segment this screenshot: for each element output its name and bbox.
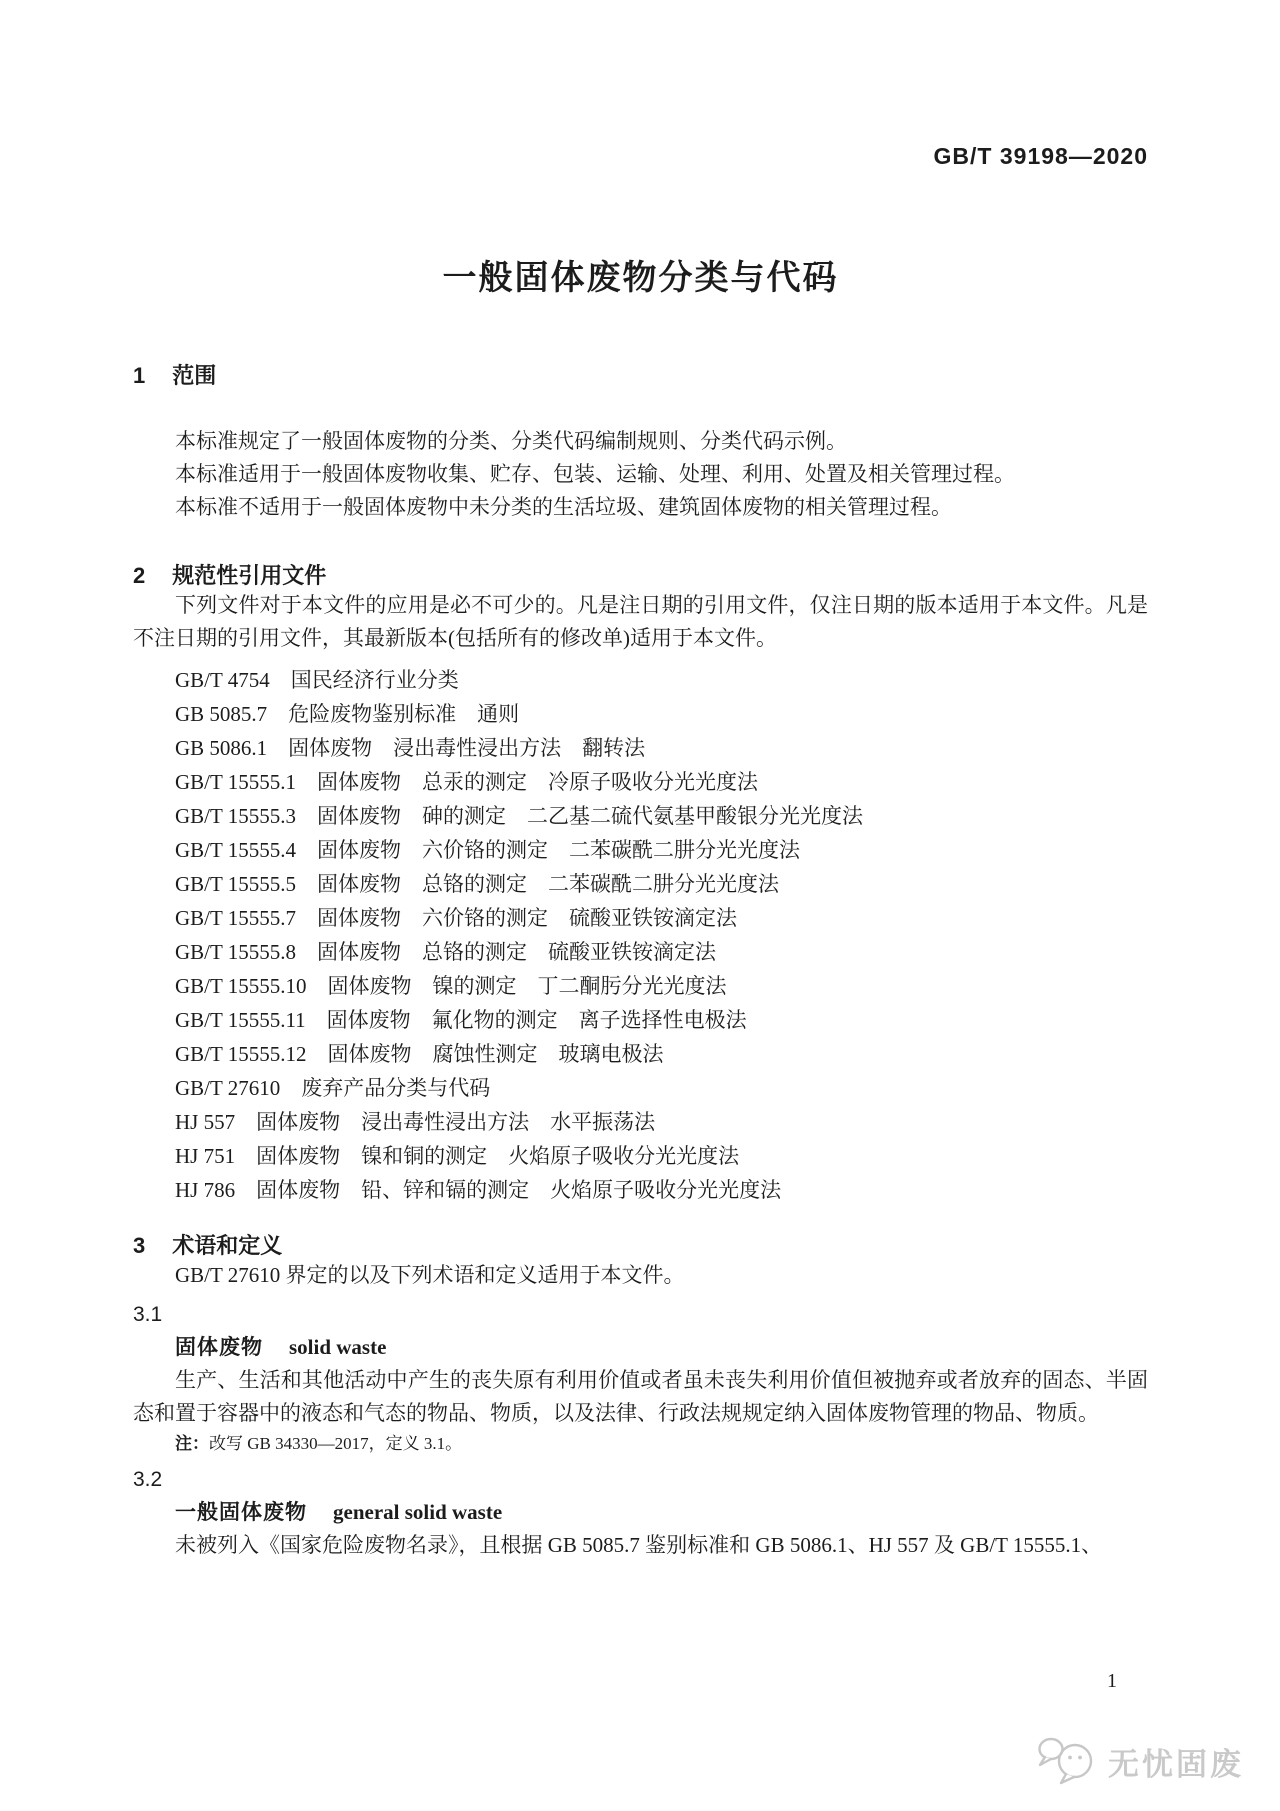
reference-item: GB/T 15555.5 固体废物 总铬的测定 二苯碳酰二肼分光光度法 <box>175 872 779 896</box>
reference-item: GB 5086.1 固体废物 浸出毒性浸出方法 翻转法 <box>175 736 646 760</box>
note-text: 改写 GB 34330—2017，定义 3.1。 <box>209 1434 463 1453</box>
paragraph: 本标准适用于一般固体废物收集、贮存、包装、运输、处理、利用、处置及相关管理过程。 <box>175 462 1015 486</box>
section-3-number: 3 <box>133 1233 146 1258</box>
section-3-intro: GB/T 27610 界定的以及下列术语和定义适用于本文件。 <box>175 1263 685 1287</box>
reference-item: GB 5085.7 危险废物鉴别标准 通则 <box>175 702 520 726</box>
normative-reference-list <box>133 663 1148 1207</box>
note-label: 注： <box>175 1434 209 1453</box>
term-3-1-definition: 生产、生活和其他活动中产生的丧失原有利用价值或者虽未丧失利用价值但被抛弃或者放弃的固态、半固态和置于容器中的液态和气态的物品、物质，以及法律、行政法规规定纳入固体废物管理的物品、物质。 <box>133 1368 1148 1425</box>
reference-item: GB/T 15555.3 固体废物 砷的测定 二乙基二硫代氨基甲酸银分光光度法 <box>175 804 863 828</box>
term-3-2-definition: 未被列入《国家危险废物名录》，且根据 GB 5085.7 鉴别标准和 GB 5086.1、HJ 557 及 GB/T 15555.1、 <box>175 1533 1103 1557</box>
reference-item: GB/T 15555.12 固体废物 腐蚀性测定 玻璃电极法 <box>175 1042 664 1066</box>
reference-item: GB/T 4754 国民经济行业分类 <box>175 668 459 692</box>
section-2-intro: 下列文件对于本文件的应用是必不可少的。凡是注日期的引用文件，仅注日期的版本适用于本文件。凡是不注日期的引用文件，其最新版本(包括所有的修改单)适用于本文件。 <box>133 593 1148 650</box>
section-1-title: 范围 <box>172 363 217 388</box>
wechat-icon <box>1036 1736 1100 1786</box>
reference-item: GB/T 15555.4 固体废物 六价铬的测定 二苯碳酰二肼分光光度法 <box>175 838 800 862</box>
reference-item: GB/T 15555.10 固体废物 镍的测定 丁二酮肟分光光度法 <box>175 974 727 998</box>
reference-item: HJ 786 固体废物 铅、锌和镉的测定 火焰原子吸收分光光度法 <box>175 1178 782 1202</box>
term-3-1-note <box>133 1433 1148 1455</box>
section-1-heading <box>133 362 1148 389</box>
reference-item: GB/T 15555.11 固体废物 氟化物的测定 离子选择性电极法 <box>175 1008 747 1032</box>
standard-code: GB/T 39198—2020 <box>933 143 1148 169</box>
document-title: 一般固体废物分类与代码 <box>442 259 839 297</box>
section-2-title: 规范性引用文件 <box>172 563 327 588</box>
reference-item: GB/T 15555.7 固体废物 六价铬的测定 硫酸亚铁铵滴定法 <box>175 906 737 930</box>
reference-item: GB/T 15555.1 固体废物 总汞的测定 冷原子吸收分光光度法 <box>175 770 758 794</box>
watermark <box>1036 1736 1244 1786</box>
term-3-1-id: 3.1 <box>133 1303 163 1326</box>
term-en: general solid waste <box>333 1500 503 1524</box>
term-3-1-title <box>133 1331 1148 1364</box>
watermark-text: 无忧固废 <box>1108 1746 1244 1782</box>
paragraph: 本标准规定了一般固体废物的分类、分类代码编制规则、分类代码示例。 <box>175 429 847 453</box>
reference-item: HJ 557 固体废物 浸出毒性浸出方法 水平振荡法 <box>175 1110 656 1134</box>
term-3-2-title <box>133 1496 1148 1529</box>
page-number: 1 <box>1107 1670 1117 1692</box>
reference-item: HJ 751 固体废物 镍和铜的测定 火焰原子吸收分光光度法 <box>175 1144 740 1168</box>
section-2-number: 2 <box>133 563 146 588</box>
section-1-number: 1 <box>133 363 146 388</box>
section-1-body <box>133 425 1148 524</box>
section-3-heading <box>133 1232 1148 1259</box>
term-zh: 固体废物 <box>175 1336 263 1359</box>
section-2-heading <box>133 562 1148 589</box>
term-en: solid waste <box>289 1335 387 1359</box>
reference-item: GB/T 27610 废弃产品分类与代码 <box>175 1076 491 1100</box>
term-3-2-id: 3.2 <box>133 1468 163 1491</box>
section-3-title: 术语和定义 <box>172 1233 283 1258</box>
reference-item: GB/T 15555.8 固体废物 总铬的测定 硫酸亚铁铵滴定法 <box>175 940 716 964</box>
term-zh: 一般固体废物 <box>175 1501 307 1524</box>
paragraph: 本标准不适用于一般固体废物中未分类的生活垃圾、建筑固体废物的相关管理过程。 <box>175 495 952 519</box>
